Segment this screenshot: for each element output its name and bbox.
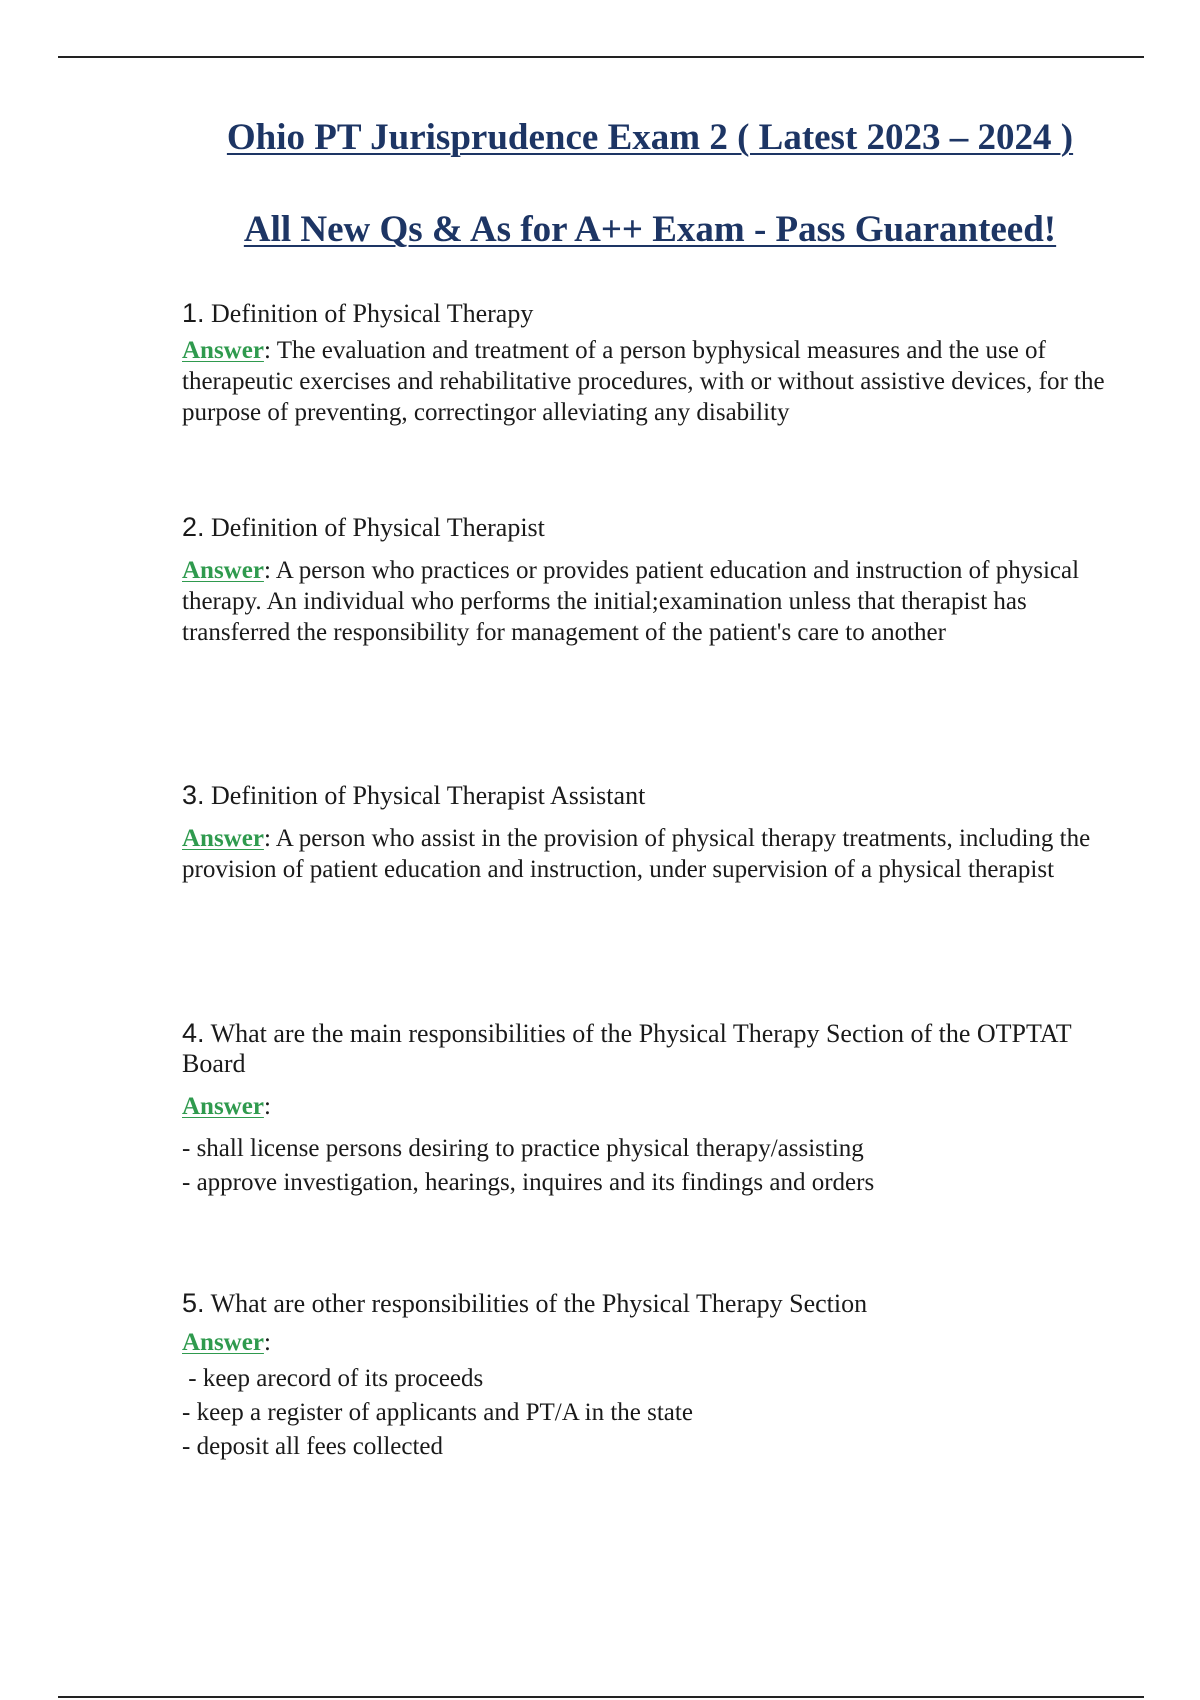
answer-label: Answer: [182, 1329, 264, 1356]
question-3: [182, 780, 1132, 811]
qa-item-5: [182, 1288, 1132, 1464]
bullet-item: - keep arecord of its proceeds: [182, 1365, 484, 1392]
question-4: [182, 1018, 1132, 1079]
answer-3: Answer: A person who assist in the provision of physical therapy treatments, including the provision of patient education and instruction, under supervision of a physical therapist: [182, 825, 1091, 883]
answer-text: A person who practices or provides patient education and instruction of physical therapy. An individual who performs the initial;examination unless that therapist has transferred the responsibility for management of the patient's care to another: [182, 557, 1080, 646]
answer-1: Answer: The evaluation and treatment of a person byphysical measures and the use of therapeutic exercises and rehabilitative procedures, with or without assistive devices, for the purpose of preventing, correctingor alleviating any disability: [182, 337, 1105, 426]
answer-label: Answer: [182, 1093, 264, 1120]
document-subtitle: All New Qs & As for A++ Exam - Pass Guaranteed!: [243, 209, 1057, 250]
qa-item-2: [182, 512, 1132, 648]
question-text: Definition of Physical Therapy: [211, 299, 534, 328]
answer-4-bullets: [182, 1132, 1132, 1200]
answer-text: The evaluation and treatment of a person byphysical measures and the use of therapeutic exercises and rehabilitative procedures, with or without assistive devices, for the purpose of preventing, correctingor alleviating any disability: [182, 337, 1105, 426]
question-text: Definition of Physical Therapist: [211, 513, 545, 542]
answer-label: Answer: [182, 825, 264, 852]
qa-item-1: [182, 298, 1132, 428]
document-title: Ohio PT Jurisprudence Exam 2 ( Latest 2023 – 2024 ): [226, 117, 1074, 158]
bullet-item: - shall license persons desiring to practice physical therapy/assisting: [182, 1135, 864, 1162]
qa-item-3: [182, 780, 1132, 885]
question-number: 1.: [182, 298, 205, 328]
question-text: What are other responsibilities of the Physical Therapy Section: [210, 1289, 868, 1318]
top-rule: [58, 56, 1144, 58]
answer-5-bullets: [182, 1362, 1132, 1464]
question-5: [182, 1288, 1132, 1319]
answer-label: Answer: [182, 557, 264, 584]
answer-label: Answer: [182, 337, 264, 364]
question-number: 3.: [182, 780, 205, 810]
qa-item-4: [182, 1018, 1132, 1200]
question-number: 2.: [182, 512, 205, 542]
question-text: What are the main responsibilities of the Physical Therapy Section of the OTPTAT Board: [182, 1019, 1072, 1078]
bullet-item: - approve investigation, hearings, inquires and its findings and orders: [182, 1169, 875, 1196]
answer-4: Answer:: [182, 1093, 271, 1120]
answer-5: Answer:: [182, 1329, 271, 1356]
question-1: [182, 298, 1132, 329]
bullet-item: - keep a register of applicants and PT/A in the state: [182, 1399, 693, 1426]
question-text: Definition of Physical Therapist Assistant: [211, 781, 646, 810]
question-number: 4.: [182, 1018, 205, 1048]
question-2: [182, 512, 1132, 543]
bullet-item: - deposit all fees collected: [182, 1433, 443, 1460]
answer-2: Answer: A person who practices or provides patient education and instruction of physical therapy. An individual who performs the initial;examination unless that therapist has transferred the responsibility for management of the patient's care to another: [182, 557, 1080, 646]
bottom-rule: [58, 1696, 1144, 1698]
answer-text: A person who assist in the provision of physical therapy treatments, including the provision of patient education and instruction, under supervision of a physical therapist: [182, 825, 1091, 883]
question-number: 5.: [182, 1288, 205, 1318]
